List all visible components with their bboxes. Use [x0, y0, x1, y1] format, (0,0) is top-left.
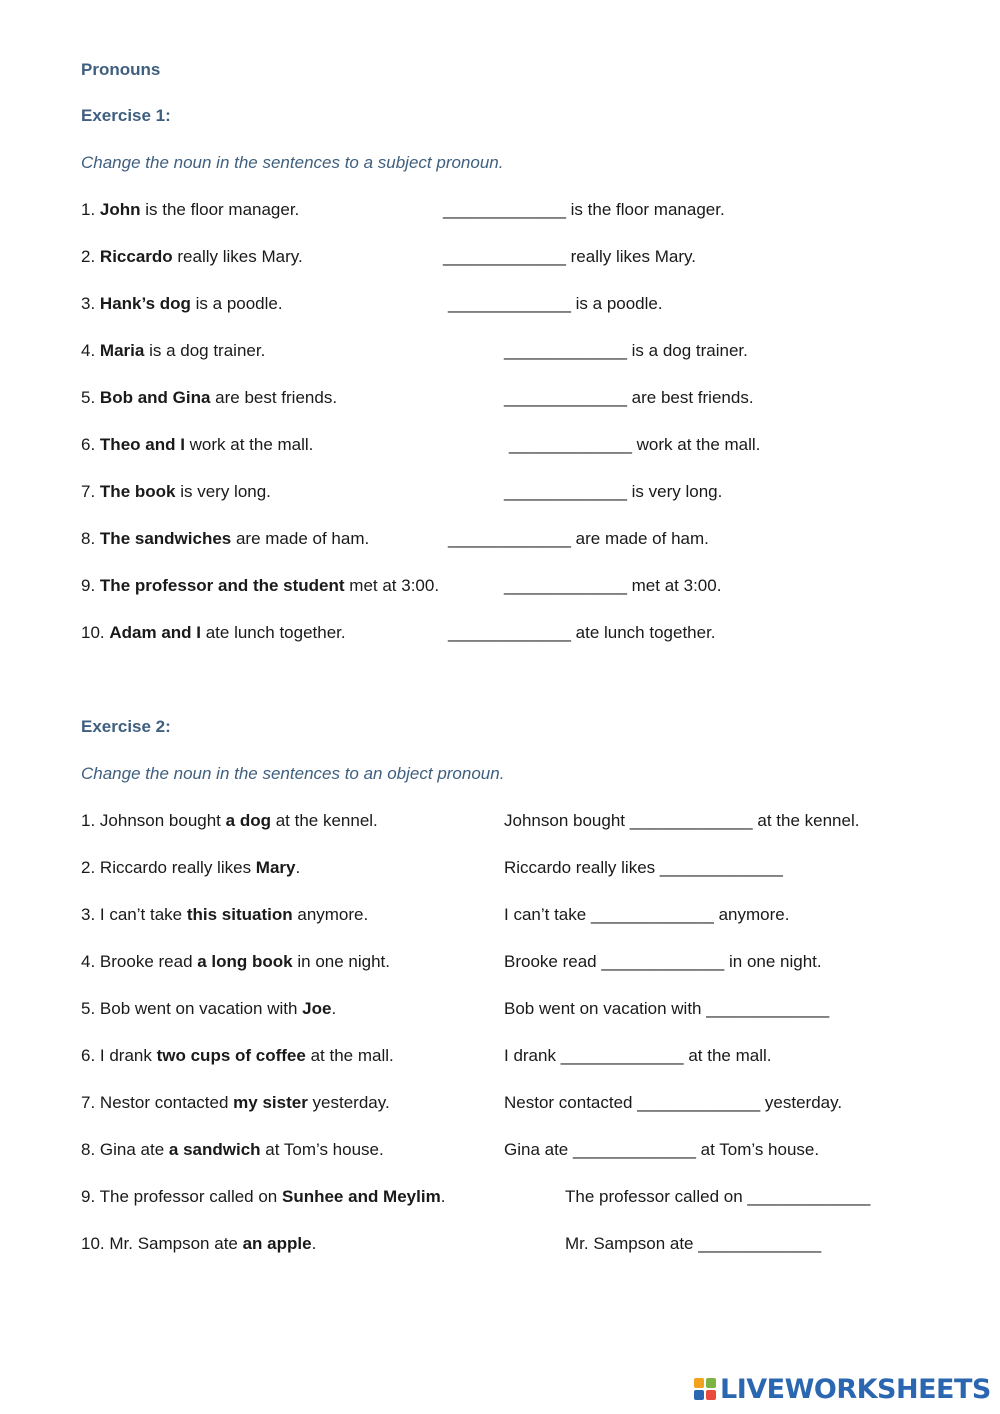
answer-blank[interactable]: _____________ [706, 999, 830, 1018]
answer-blank[interactable]: _____________ [443, 200, 566, 219]
ex2-answer-2: Riccardo really likes _____________ [504, 858, 783, 877]
ex1-answer-1: _____________ is the floor manager. [443, 200, 725, 219]
ex2-answer-9: The professor called on _____________ [565, 1187, 871, 1206]
logo-text: LIVEWORKSHEETS [720, 1373, 991, 1405]
exercise-2-heading: Exercise 2: [81, 717, 171, 736]
ex1-answer-9: _____________ met at 3:00. [504, 576, 722, 595]
ex1-answer-5: _____________ are best friends. [504, 388, 754, 407]
logo-square-2 [706, 1378, 716, 1388]
logo-square-3 [694, 1390, 704, 1400]
ex1-sentence-10: 10. Adam and I ate lunch together. [81, 623, 346, 642]
ex2-sentence-2: 2. Riccardo really likes Mary. [81, 858, 301, 877]
ex1-sentence-1: 1. John is the floor manager. [81, 200, 300, 219]
ex2-answer-3: I can’t take _____________ anymore. [504, 905, 790, 924]
ex2-sentence-6: 6. I drank two cups of coffee at the mall. [81, 1046, 394, 1065]
liveworksheets-logo[interactable] [694, 1374, 991, 1404]
logo-grid-icon [694, 1378, 716, 1400]
answer-blank[interactable]: _____________ [504, 341, 627, 360]
answer-blank[interactable]: _____________ [504, 482, 627, 501]
ex1-sentence-8: 8. The sandwiches are made of ham. [81, 529, 370, 548]
ex1-sentence-3: 3. Hank’s dog is a poodle. [81, 294, 283, 313]
ex2-sentence-8: 8. Gina ate a sandwich at Tom’s house. [81, 1140, 384, 1159]
answer-blank[interactable]: _____________ [448, 294, 571, 313]
ex1-answer-3: _____________ is a poodle. [448, 294, 663, 313]
answer-blank[interactable]: _____________ [573, 1140, 696, 1159]
answer-blank[interactable]: _____________ [504, 576, 627, 595]
answer-blank[interactable]: _____________ [443, 247, 566, 266]
ex1-answer-4: _____________ is a dog trainer. [504, 341, 748, 360]
ex2-answer-8: Gina ate _____________ at Tom’s house. [504, 1140, 820, 1159]
answer-blank[interactable]: _____________ [698, 1234, 822, 1253]
ex1-sentence-7: 7. The book is very long. [81, 482, 271, 501]
ex1-answer-6: _____________ work at the mall. [509, 435, 761, 454]
answer-blank[interactable]: _____________ [659, 858, 783, 877]
answer-blank[interactable]: _____________ [637, 1093, 761, 1112]
ex2-sentence-5: 5. Bob went on vacation with Joe. [81, 999, 337, 1018]
ex1-answer-2: _____________ really likes Mary. [443, 247, 696, 266]
logo-square-4 [706, 1390, 716, 1400]
ex2-sentence-7: 7. Nestor contacted my sister yesterday. [81, 1093, 390, 1112]
ex2-sentence-1: 1. Johnson bought a dog at the kennel. [81, 811, 378, 830]
ex2-sentence-9: 9. The professor called on Sunhee and Meylim. [81, 1187, 446, 1206]
ex1-sentence-2: 2. Riccardo really likes Mary. [81, 247, 303, 266]
ex2-answer-10: Mr. Sampson ate _____________ [565, 1234, 822, 1253]
ex2-answer-1: Johnson bought _____________ at the kennel. [504, 811, 860, 830]
ex1-sentence-5: 5. Bob and Gina are best friends. [81, 388, 338, 407]
answer-blank[interactable]: _____________ [448, 623, 571, 642]
ex1-answer-10: _____________ ate lunch together. [448, 623, 716, 642]
answer-blank[interactable]: _____________ [504, 388, 627, 407]
ex1-sentence-4: 4. Maria is a dog trainer. [81, 341, 266, 360]
exercise-1-heading: Exercise 1: [81, 106, 171, 125]
answer-blank[interactable]: _____________ [747, 1187, 871, 1206]
ex2-answer-4: Brooke read _____________ in one night. [504, 952, 822, 971]
ex1-answer-7: _____________ is very long. [504, 482, 723, 501]
ex2-sentence-4: 4. Brooke read a long book in one night. [81, 952, 390, 971]
answer-blank[interactable]: _____________ [560, 1046, 684, 1065]
ex2-answer-5: Bob went on vacation with _____________ [504, 999, 830, 1018]
ex2-sentence-10: 10. Mr. Sampson ate an apple. [81, 1234, 317, 1253]
exercise-2-instruction: Change the noun in the sentences to an object pronoun. [81, 764, 505, 783]
ex2-answer-6: I drank _____________ at the mall. [504, 1046, 772, 1065]
ex1-sentence-9: 9. The professor and the student met at 3:00. [81, 576, 440, 595]
page-title: Pronouns [81, 60, 161, 79]
ex1-answer-8: _____________ are made of ham. [448, 529, 709, 548]
ex2-answer-7: Nestor contacted _____________ yesterday. [504, 1093, 843, 1112]
answer-blank[interactable]: _____________ [601, 952, 725, 971]
answer-blank[interactable]: _____________ [629, 811, 753, 830]
ex1-sentence-6: 6. Theo and I work at the mall. [81, 435, 314, 454]
answer-blank[interactable]: _____________ [590, 905, 714, 924]
exercise-1-instruction: Change the noun in the sentences to a subject pronoun. [81, 153, 504, 172]
logo-square-1 [694, 1378, 704, 1388]
ex2-sentence-3: 3. I can’t take this situation anymore. [81, 905, 369, 924]
answer-blank[interactable]: _____________ [448, 529, 571, 548]
answer-blank[interactable]: _____________ [509, 435, 632, 454]
